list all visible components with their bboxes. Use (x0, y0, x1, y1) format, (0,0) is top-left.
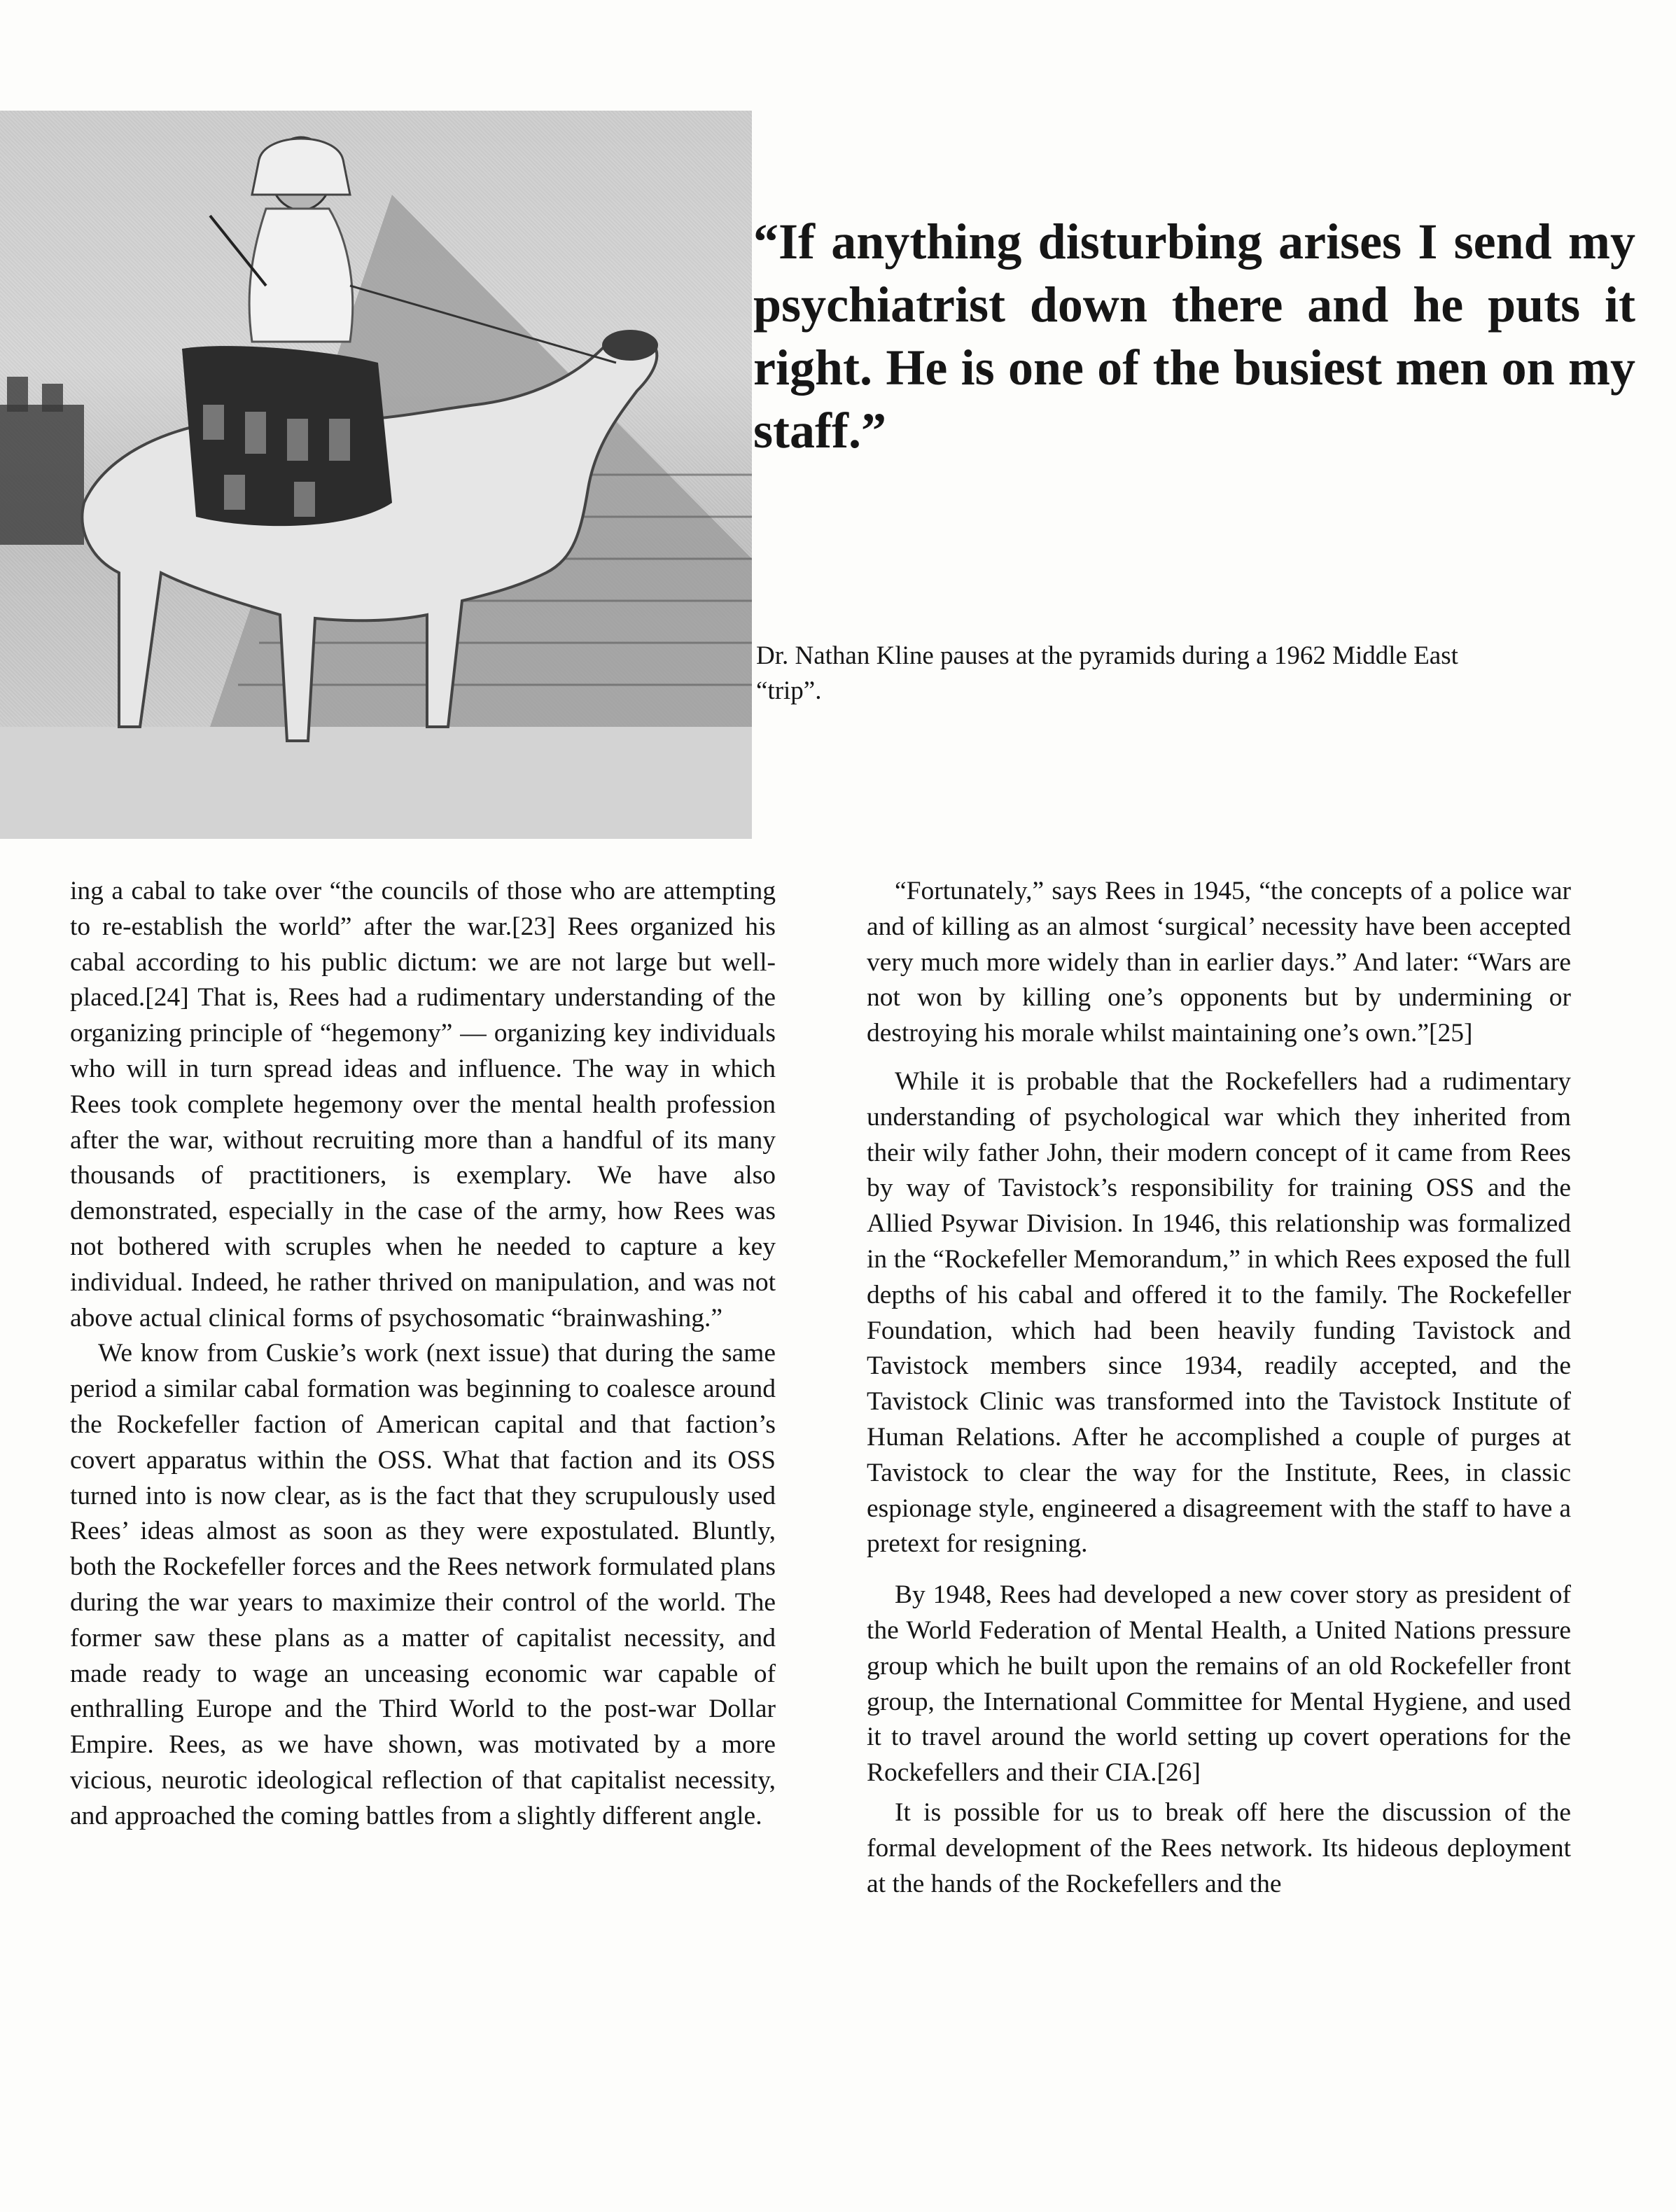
right-paragraph-1: “Fortunately,” says Rees in 1945, “the concepts of a police war and of killing as an almost ‘surgical’ necessity have been accepted very much more widely than in earlier days.” And later: “Wars are not won by killing one’s opponents but by undermining or destroying his morale whilst maintaining one’s own.”[25] (867, 877, 1571, 1048)
right-paragraph-3: By 1948, Rees had developed a new cover story as president of the World Federation of Mental Health, a United Nations pressure group which he built upon the remains of an old Rockefeller front group, the International Committee for Mental Hygiene, and used it to travel around the world setting up covert operations for the Rockefellers and their CIA.[26] (867, 1580, 1571, 1788)
camel-rider-photo-icon (0, 111, 752, 839)
kline-camel-photo (0, 111, 752, 839)
photo-caption: Dr. Nathan Kline pauses at the pyramids during a 1962 Middle East “trip”. (756, 641, 1458, 705)
pull-quote: “If anything disturbing arises I send my psychiatrist down there and he puts it right. He is one of the busiest men on my staff.” (753, 214, 1635, 459)
left-paragraph-1: ing a cabal to take over “the councils of those who are attempting to re-establish the world” after the war.[23] Rees organized his cabal according to his public dictum: we are not large but well-placed.[24] That is, Rees had a rudimentary understanding of the organizing principle of “hegemony” — organizing key individuals who will in turn spread ideas and influence. The way in which Rees took complete hegemony over the mental health profession after the war, without recruiting more than a handful of its many thousands of practitioners, is exemplary. We have also demonstrated, especially in the case of the army, how Rees was not bothered with scruples when he needed to capture a key individual. Indeed, he rather thrived on manipulation, and was not above actual clinical forms of psychosomatic “brainwashing.” (70, 877, 776, 1333)
right-paragraph-2: While it is probable that the Rockefellers had a rudimentary understanding of psychological war which they inherited from their wily father John, their modern concept of it came from Rees by way of Tavistock’s responsibility for training OSS and the Allied Psywar Division. In 1946, this relationship was formalized in the “Rockefeller Memorandum,” in which Rees exposed the full depths of his cabal and offered it to the family. The Rockefeller Foundation, which had been heavily funding Tavistock and Tavistock members since 1934, readily accepted, and the Tavistock Clinic was transformed into the Tavistock Institute of Human Relations. After he accomplished a couple of purges at Tavistock to clear the way for the Institute, Rees, in classic espionage style, engineered a disagreement with the staff to have a pretext for resigning. (867, 1066, 1571, 1559)
right-paragraph-4: It is possible for us to break off here the discussion of the formal development of the Rees network. Its hideous deployment at the hands of the Rockefellers and the (867, 1797, 1571, 1898)
right-column (867, 874, 1571, 1902)
left-paragraph-2: We know from Cuskie’s work (next issue) that during the same period a similar cabal formation was beginning to coalesce around the Rockefeller faction of American capital and that faction’s covert apparatus within the OSS. What that faction and its OSS turned into is now clear, as is the fact that they scrupulously used Rees’ ideas almost as soon as they were expostulated. Bluntly, both the Rockefeller forces and the Rees network formulated plans during the war years to maximize their control of the world. The former saw these plans as a matter of capitalist necessity, and made ready to wage an unceasing economic war capable of enthralling Europe and the Third World to the post-war Dollar Empire. Rees, as we have shown, was motivated by a more vicious, neurotic ideological reflection of that capitalist necessity, and approached the coming battles from a slightly different angle. (70, 1339, 776, 1830)
left-column (70, 874, 776, 1835)
